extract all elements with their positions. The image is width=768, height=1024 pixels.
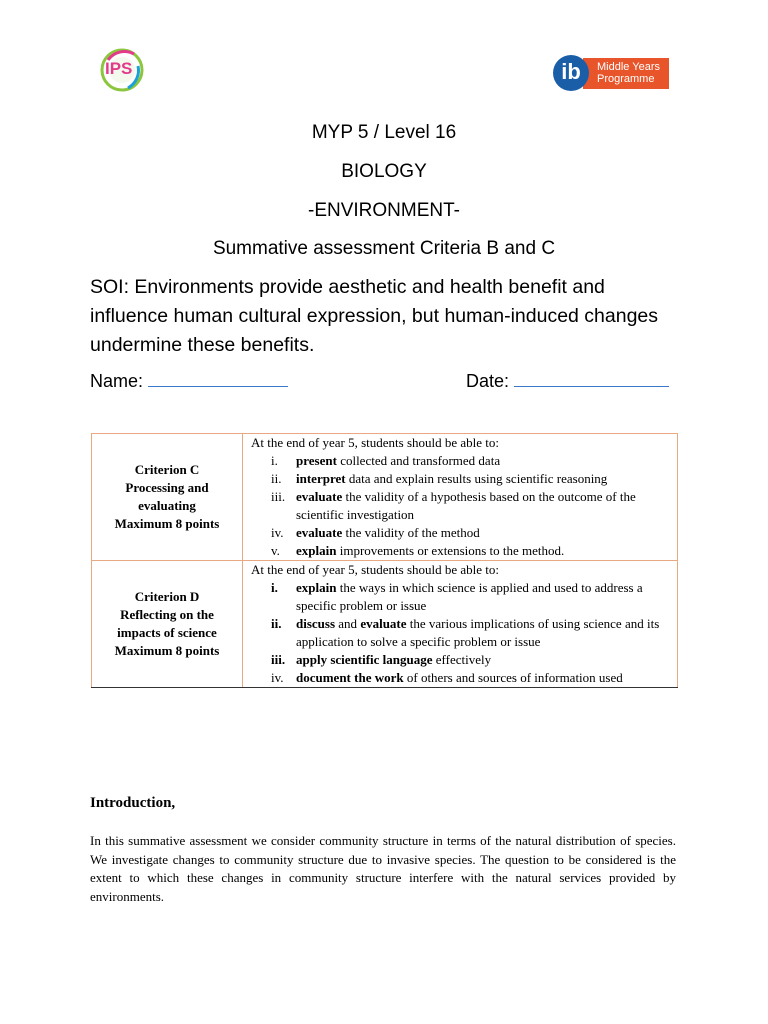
list-item: [251, 542, 671, 560]
criterion-c-name-2: evaluating: [138, 498, 196, 513]
name-label: Name:: [90, 371, 144, 391]
item-number: iv.: [271, 670, 284, 685]
level-heading: MYP 5 / Level 16: [311, 122, 457, 143]
item-number: ii.: [271, 471, 282, 486]
criterion-c-title: Criterion C: [134, 462, 200, 477]
item-text: effectively: [432, 652, 492, 667]
item-keyword-2: evaluate: [360, 616, 407, 631]
item-text: the ways in which science is applied and used to address a specific problem or issue: [296, 580, 643, 613]
list-item: [251, 452, 671, 470]
list-item: [251, 669, 671, 687]
item-keyword: explain: [296, 543, 337, 558]
date-label: Date:: [466, 371, 510, 391]
criterion-d-max: Maximum 8 points: [114, 643, 220, 658]
criterion-d-descriptors: [243, 561, 678, 688]
item-number: iv.: [271, 525, 284, 540]
list-item: [251, 579, 671, 615]
item-text: improvements or extensions to the method.: [336, 543, 565, 558]
item-number: i.: [271, 453, 278, 468]
introduction-paragraph: In this summative assessment we consider community structure in terms of the natural distribution of species. We investigate changes to community structure due to invasive species. The question to be considered is the extent to which these changes in community structure interfere with the natural services provided by environments.: [90, 833, 676, 904]
list-item: [251, 651, 671, 669]
criterion-d-row: [92, 561, 678, 688]
list-item: [251, 470, 671, 488]
topic-heading: -ENVIRONMENT-: [308, 200, 460, 221]
criterion-d-name-2: impacts of science: [117, 625, 217, 640]
criterion-c-row: [92, 434, 678, 561]
criterion-c-intro: At the end of year 5, students should be able to:: [251, 435, 500, 450]
item-keyword: discuss: [296, 616, 336, 631]
item-number: iii.: [271, 489, 286, 504]
item-keyword: explain: [296, 580, 337, 595]
criterion-d-title: Criterion D: [134, 589, 200, 604]
item-keyword: evaluate: [296, 489, 343, 504]
date-field[interactable]: [514, 386, 669, 387]
criterion-c-label: [92, 434, 243, 561]
list-item: [251, 488, 671, 524]
name-field[interactable]: [148, 386, 288, 387]
item-keyword: document the work: [296, 670, 404, 685]
ib-line2: Programme: [597, 73, 655, 85]
item-number: i.: [271, 580, 278, 595]
item-text: and: [335, 616, 361, 631]
item-keyword: interpret: [296, 471, 346, 486]
introduction-heading: Introduction,: [90, 795, 176, 811]
ib-myp-band: [583, 58, 669, 89]
criterion-d-label: [92, 561, 243, 688]
item-text: the validity of the method: [342, 525, 480, 540]
item-text: collected and transformed data: [336, 453, 501, 468]
item-keyword: apply scientific language: [296, 652, 433, 667]
item-text: data and explain results using scientific reasoning: [345, 471, 608, 486]
criterion-c-max: Maximum 8 points: [114, 516, 220, 531]
item-number: ii.: [271, 616, 282, 631]
ips-logo: [98, 46, 146, 94]
item-number: v.: [271, 543, 280, 558]
item-text: the various implications of using science and its application to solve a specific problem or issue: [296, 616, 660, 649]
list-item: [251, 615, 671, 651]
item-number: iii.: [271, 652, 286, 667]
subject-heading: BIOLOGY: [341, 161, 427, 182]
item-keyword: present: [296, 453, 337, 468]
ips-logo-text: IPS: [105, 59, 133, 78]
statement-of-inquiry: SOI: Environments provide aesthetic and health benefit and influence human cultural expression, but human-induced changes undermine these benefits.: [90, 276, 659, 356]
item-text: the validity of a hypothesis based on the outcome of the scientific investigation: [296, 489, 636, 522]
criterion-d-intro: At the end of year 5, students should be able to:: [251, 562, 500, 577]
criterion-d-name-1: Reflecting on the: [120, 607, 214, 622]
item-keyword: evaluate: [296, 525, 343, 540]
ib-line1: Middle Years: [597, 61, 660, 73]
item-text: of others and sources of information used: [403, 670, 623, 685]
criterion-c-descriptors: [243, 434, 678, 561]
ib-symbol: ib: [553, 55, 589, 91]
assessment-heading: Summative assessment Criteria B and C: [212, 238, 556, 259]
list-item: [251, 524, 671, 542]
criteria-table: [91, 433, 678, 688]
criterion-c-name-1: Processing and: [125, 480, 209, 495]
ib-myp-logo: [553, 55, 669, 93]
